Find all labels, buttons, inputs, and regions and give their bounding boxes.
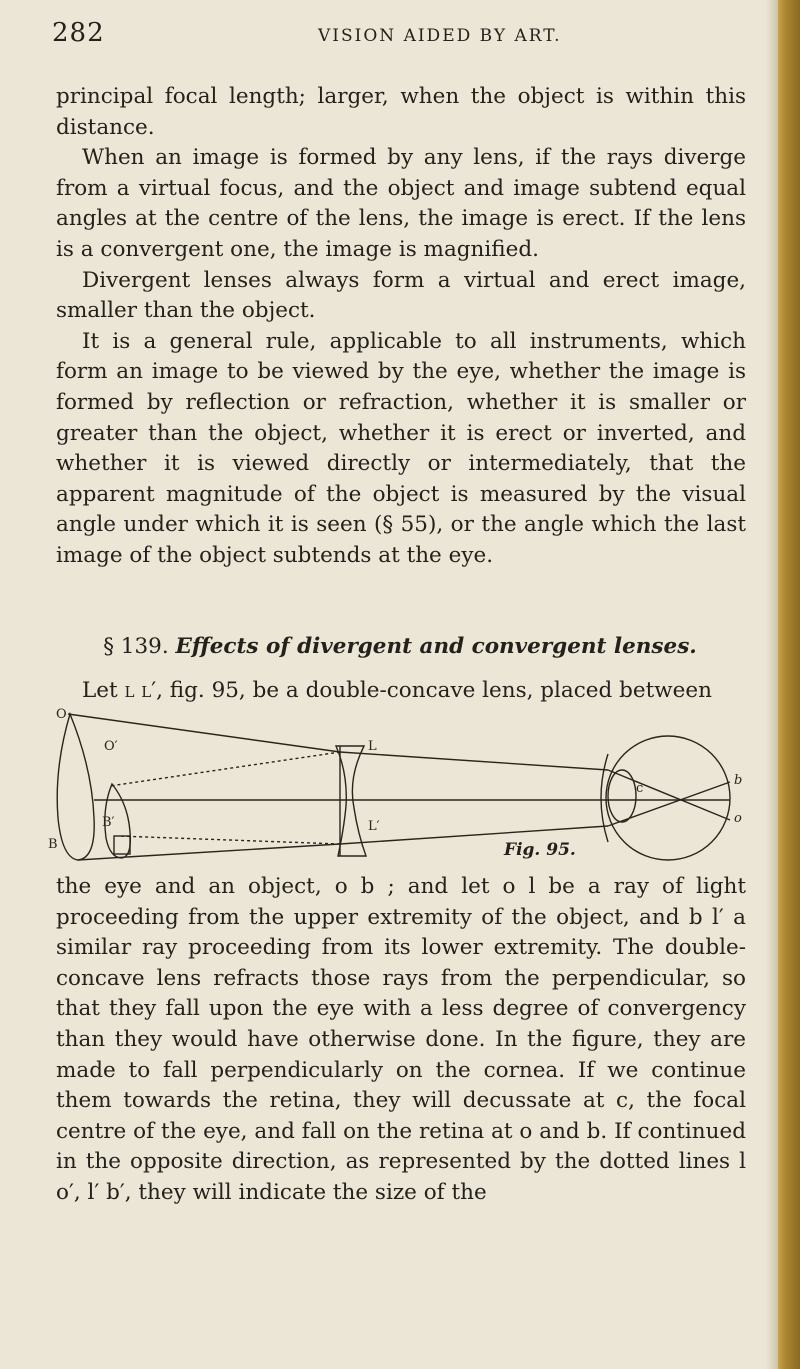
fig-label-c: c <box>636 781 644 796</box>
cornea <box>601 754 608 842</box>
fig-label-b: B <box>48 837 58 852</box>
fig-label-o-small: o <box>734 811 742 826</box>
ray-bl-prime <box>78 844 340 860</box>
fig-label-b-small: b <box>734 773 743 788</box>
section-title: Effects of divergent and convergent lenses. <box>175 634 697 659</box>
ray-to-retina-b <box>608 770 730 820</box>
ray-to-retina-o <box>608 782 730 826</box>
figure-95-diagram <box>48 708 748 870</box>
paragraph-4: It is a general rule, applicable to all instruments, which form an image to be viewed by the eye, whether the image is formed by reflection or refraction, whether it is smaller or greater than the object, whether it is erect or inverted, and whether it is viewed directly or intermediately, that the apparent magnitude of the object is measured by the visual angle under which it is seen (§ 55), or the angle which the last image of the object subtends at the eye. <box>56 328 746 568</box>
ray-l-to-eye-top <box>340 752 608 770</box>
fig-label-o: O <box>56 708 67 722</box>
lead-sentence <box>82 678 742 703</box>
object-base <box>114 836 130 854</box>
section-heading <box>0 634 800 659</box>
page-header <box>0 18 780 58</box>
page-number: 282 <box>52 18 105 48</box>
section-number: § 139. <box>103 634 169 659</box>
object-outline <box>57 714 94 860</box>
figure-95 <box>48 708 748 870</box>
lead-before: Let <box>82 678 125 703</box>
page-edge <box>778 0 800 1369</box>
paragraph-2: When an image is formed by any lens, if the rays diverge from a virtual focus, and the object and image subtend equal angles at the centre of the lens, the image is erect. If the lens is a convergent one, the image is magnified. <box>56 145 746 262</box>
paragraph-5: the eye and an object, o b ; and let o l be a ray of light proceeding from the upper extremity of the object, and b l′ a similar ray proceeding from its lower extremity. The double-concave lens refracts those rays from the perpendicular, so that they fall upon the eye with a less degree of convergency than they would have otherwise done. In the figure, they are made to fall perpendicularly on the cornea. If we continue them towards the retina, they will decussate at c, the focal centre of the eye, and fall on the retina at o and b. If continued in the opposite direction, as represented by the dotted lines l o′, l′ b′, they will indicate the size of the <box>56 874 746 1205</box>
eye-globe <box>606 736 730 860</box>
running-head: VISION AIDED BY ART. <box>318 26 562 46</box>
fig-label-b-prime: B′ <box>102 815 115 830</box>
dotted-line-lo-prime <box>110 752 340 786</box>
figure-caption: Fig. 95. <box>504 840 576 860</box>
fig-label-o-prime: O′ <box>104 739 118 754</box>
crystalline-lens <box>608 770 636 822</box>
paragraph-1: principal focal length; larger, when the object is within this distance. <box>56 84 746 140</box>
paragraph-3: Divergent lenses always form a virtual and erect image, smaller than the object. <box>56 267 746 324</box>
dotted-line-l-prime-b-prime <box>118 836 340 844</box>
page-gutter-shadow <box>766 0 778 1369</box>
fig-label-l-prime: L′ <box>368 819 380 834</box>
lead-lens-label: l l′ <box>124 678 157 703</box>
body-text-top <box>56 82 746 572</box>
fig-label-l: L <box>368 739 377 754</box>
lead-after: , fig. 95, be a double-concave lens, placed between <box>156 678 712 703</box>
body-text-bottom <box>56 872 746 1209</box>
